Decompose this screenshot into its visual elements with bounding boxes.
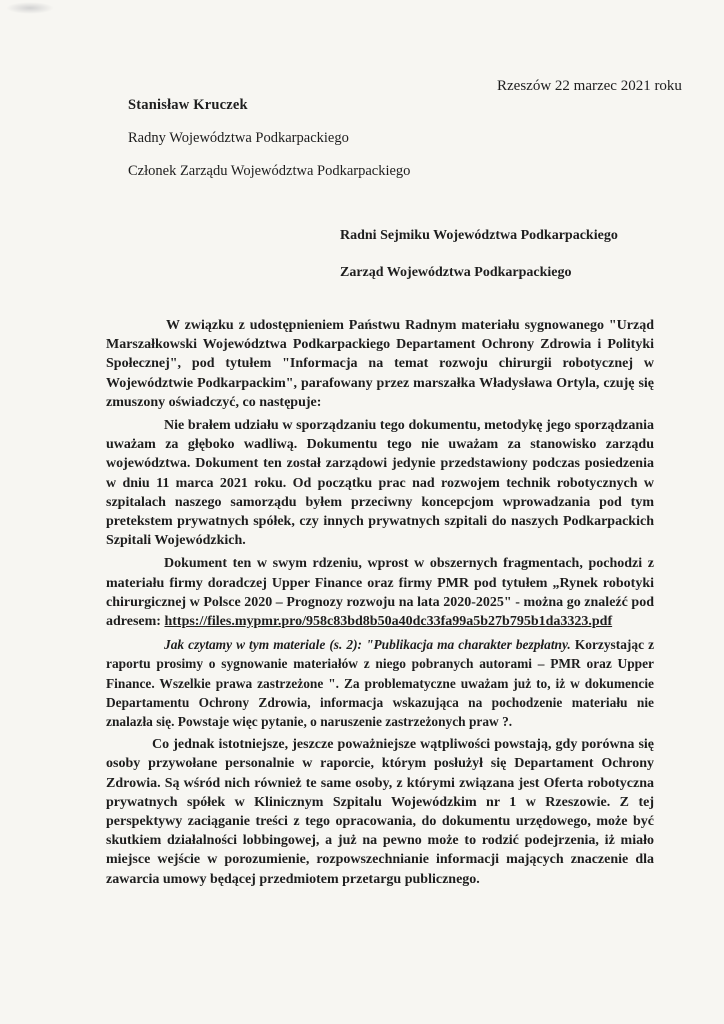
sender-role-councillor: Radny Województwa Podkarpackiego bbox=[128, 130, 349, 146]
paragraph-3-text: Dokument ten w swym rdzeniu, wprost w obszernych fragmentach, pochodzi z materiału firmy doradczej Upper Finance oraz firmy PMR pod tytułem „Rynek robotyki chirurgicznej w Polsce 2020 – Prognozy rozwoju na lata 2020-2025" - można go znaleźć pod adresem: bbox=[106, 556, 654, 630]
sender-role-board-member: Członek Zarządu Województwa Podkarpackiego bbox=[128, 163, 411, 179]
recipient-councillors: Radni Sejmiku Województwa Podkarpackiego bbox=[340, 228, 618, 243]
report-link[interactable]: https://files.mypmr.pro/958c83bd8b50a40dc33fa99a5b27b795b1da3323.pdf bbox=[164, 614, 613, 630]
sender-name: Stanisław Kruczek bbox=[128, 97, 248, 113]
paragraph-3 bbox=[106, 554, 654, 631]
paragraph-4-text: Korzystając z raportu prosimy o sygnowanie materiałów z niego pobranych autorami – PMR oraz Upper Finance. Wszelkie prawa zastrzeżone ". Za problematyczne uważam już to, iż w dokumencie Departamentu Ochrony Zdrowia, informacja wskazująca na pochodzenie materiału nie znalazła się. Powstaje więc pytanie, o naruszenie zastrzeżonych praw ?. bbox=[106, 637, 655, 730]
recipient-board: Zarząd Województwa Podkarpackiego bbox=[340, 265, 572, 280]
paragraph-1: W związku z udostępnieniem Państwu Radnym materiału sygnowanego "Urząd Marszałkowski Województwa Podkarpackiego Departament Ochrony Zdrowia i Polityki Społecznej", pod tytułem "Informacja na temat rozwoju chirurgii robotycznej w Województwie Podkarpackim", parafowany przez marszałka Władysława Ortyla, czuję się zmuszony oświadczyć, co następuje: bbox=[106, 318, 654, 410]
letter-body bbox=[106, 316, 654, 889]
paragraph-2: Nie brałem udziału w sporządzaniu tego dokumentu, metodykę jego sporządzania uważam za głęboko wadliwą. Dokumentu tego nie uważam za stanowisko zarządu województwa. Dokument ten został zarządowi jedynie przedstawiony podczas posiedzenia w dniu 11 marca 2021 roku. Od początku prac nad rozwojem technik robotycznych w szpitalach naszego samorządu byłem przeciwny koncepcjom wprowadzania pod tym pretekstem prywatnych spółek, czy innych prywatnych szpitali do naszych Podkarpackich Szpitali Wojewódzkich. bbox=[106, 418, 654, 549]
paragraph-4 bbox=[106, 635, 654, 731]
sender-block bbox=[128, 97, 410, 180]
recipients-block bbox=[340, 228, 618, 281]
paragraph-5: Co jednak istotniejsze, jeszcze poważniejsze wątpliwości powstają, gdy porówna się osoby przywołane personalnie w raporcie, którym posłużył się Departament Ochrony Zdrowia. Są wśród nich również te same osoby, z którymi związana jest Oferta robotyczna prywatnych spółek w Klinicznym Szpitalu Wojewódzkim nr 1 w Rzeszowie. Z tej perspektywy zaciąganie treści z tego opracowania, do dokumentu urzędowego, może być skutkiem działalności lobbingowej, a już na pewno może to rodzić podejrzenia, iż miało miejsce wejście w porozumienie, rozpowszechnianie informacji mających znaczenie dla zawarcia umowy będącej przedmiotem przetargu publicznego. bbox=[106, 737, 654, 887]
letter-date: Rzeszów 22 marzec 2021 roku bbox=[497, 78, 682, 94]
paragraph-4-quote-lead: Jak czytamy w tym materiale (s. 2): "Publikacja ma charakter bezpłatny. bbox=[164, 637, 571, 653]
scan-smudge bbox=[6, 2, 54, 14]
